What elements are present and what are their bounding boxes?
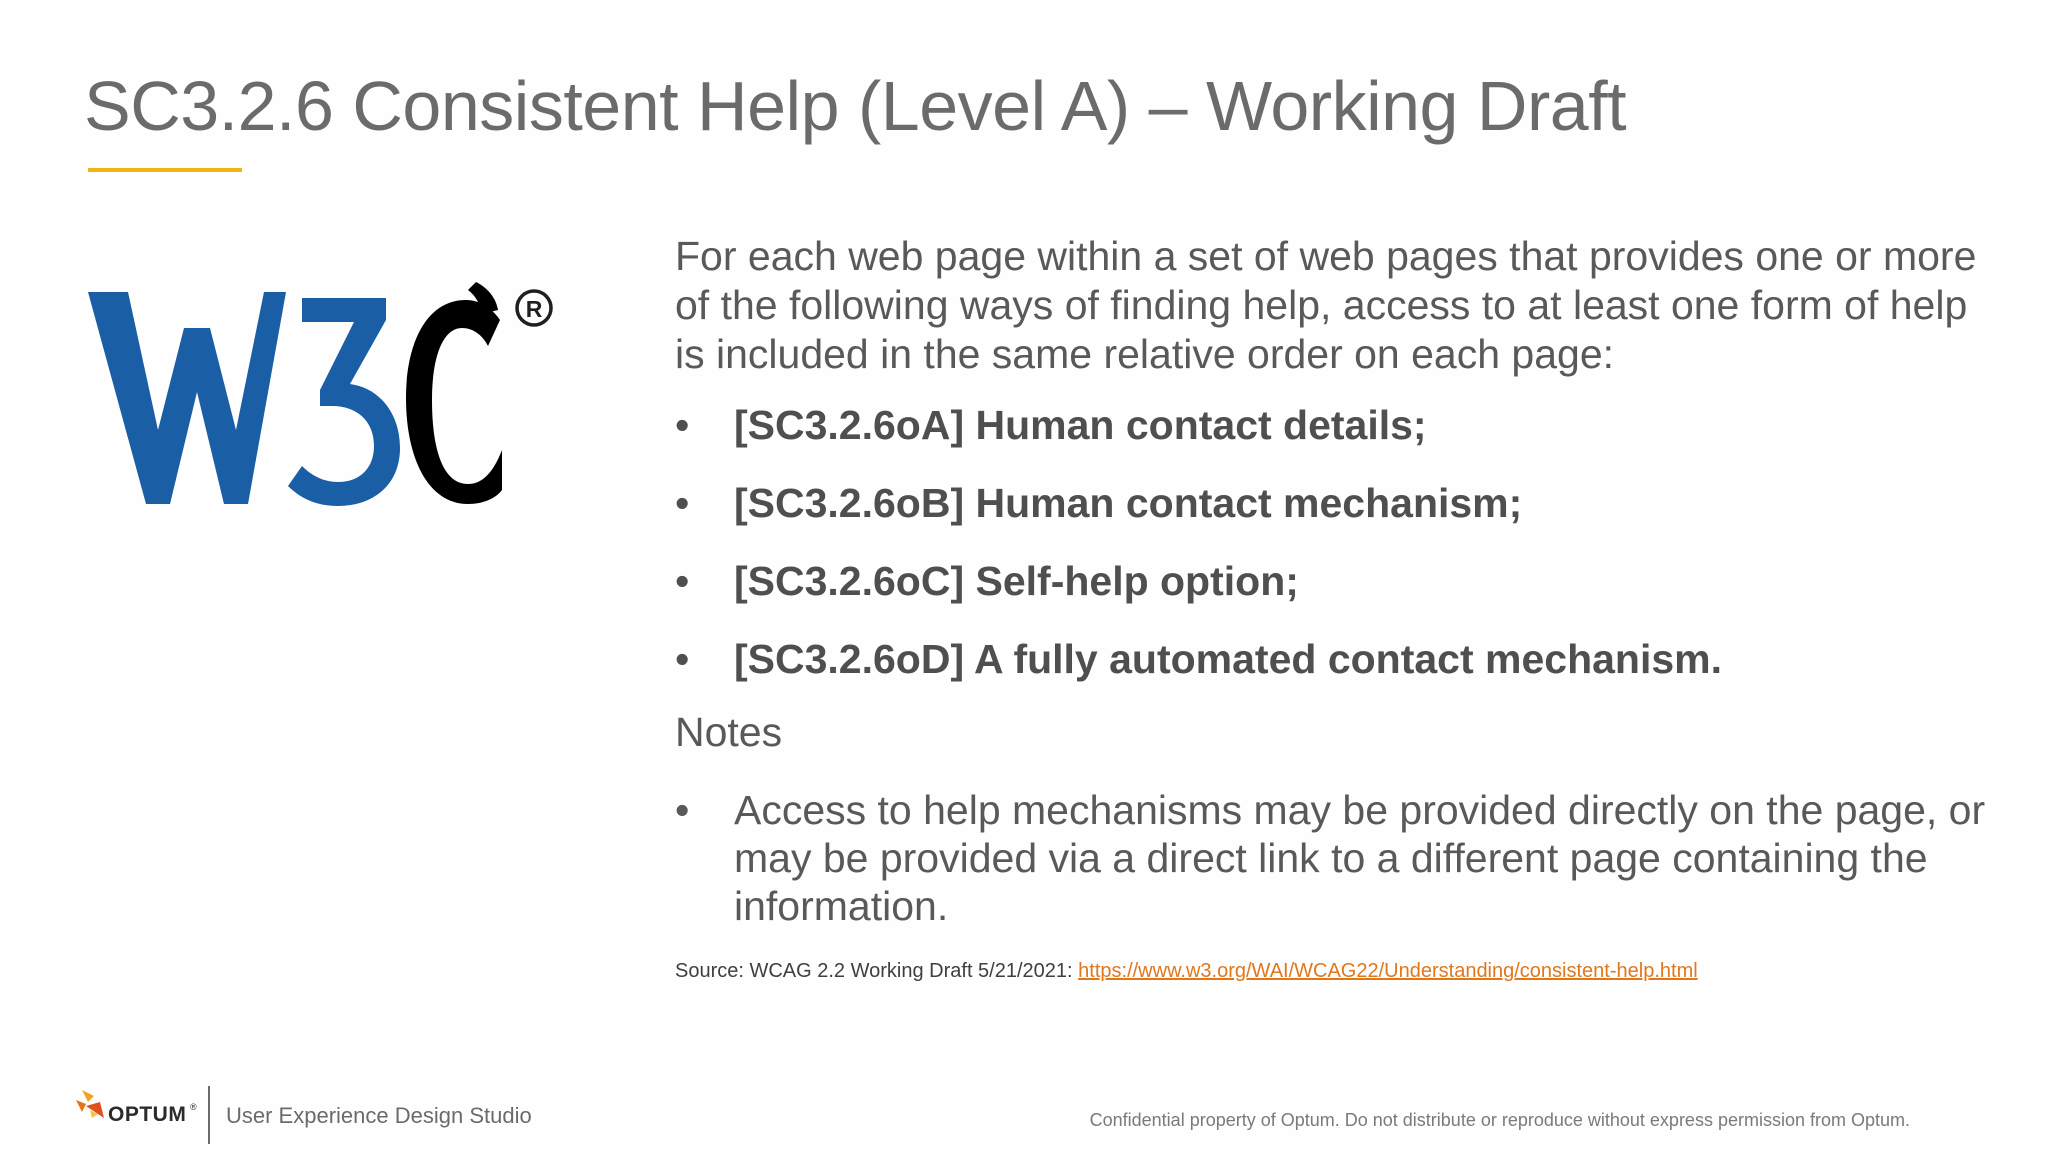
list-item: • [SC3.2.6oA] Human contact details;: [675, 402, 1427, 448]
optum-registered-mark: ®: [190, 1102, 197, 1112]
source-citation: Source: WCAG 2.2 Working Draft 5/21/2021: https://www.w3.org/WAI/WCAG22/Understanding/consistent-help.html: [675, 960, 1698, 982]
optum-wordmark: OPTUM: [108, 1103, 187, 1126]
optum-mark-icon: [74, 1088, 108, 1122]
intro-paragraph: For each web page within a set of web pages that provides one or more of the following ways of finding help, access to at least one form of help is included in the same relative order on each page:: [675, 233, 1977, 377]
content-column: [675, 232, 2005, 983]
bullet-icon: •: [675, 636, 690, 682]
svg-text:R: R: [525, 296, 543, 322]
bullet-icon: •: [675, 558, 690, 604]
list-item: • [SC3.2.6oB] Human contact mechanism;: [675, 480, 1523, 526]
title-accent-underline: [88, 168, 242, 172]
bullet-icon: •: [675, 402, 690, 448]
confidential-notice: Confidential property of Optum. Do not distribute or reproduce without express permission from Optum.: [1089, 1110, 1910, 1130]
source-link[interactable]: https://www.w3.org/WAI/WCAG22/Understanding/consistent-help.html: [1078, 960, 1698, 982]
notes-list: [675, 786, 2005, 930]
optum-logo: [74, 1086, 197, 1126]
bullet-icon: •: [675, 480, 690, 526]
list-item: • [SC3.2.6oD] A fully automated contact mechanism.: [675, 636, 1723, 682]
w3c-logo: [88, 280, 558, 520]
footer-divider: [208, 1086, 210, 1144]
note-item: • Access to help mechanisms may be provided directly on the page, or may be provided via a direct link to a different page containing the information.: [675, 787, 1986, 929]
bullet-icon: •: [675, 787, 690, 833]
footer-studio-name: User Experience Design Studio: [226, 1103, 532, 1128]
slide-title: SC3.2.6 Consistent Help (Level A) – Working Draft: [84, 67, 1627, 145]
notes-heading: Notes: [675, 709, 783, 755]
criteria-list: [675, 401, 2005, 684]
list-item: • [SC3.2.6oC] Self-help option;: [675, 558, 1299, 604]
